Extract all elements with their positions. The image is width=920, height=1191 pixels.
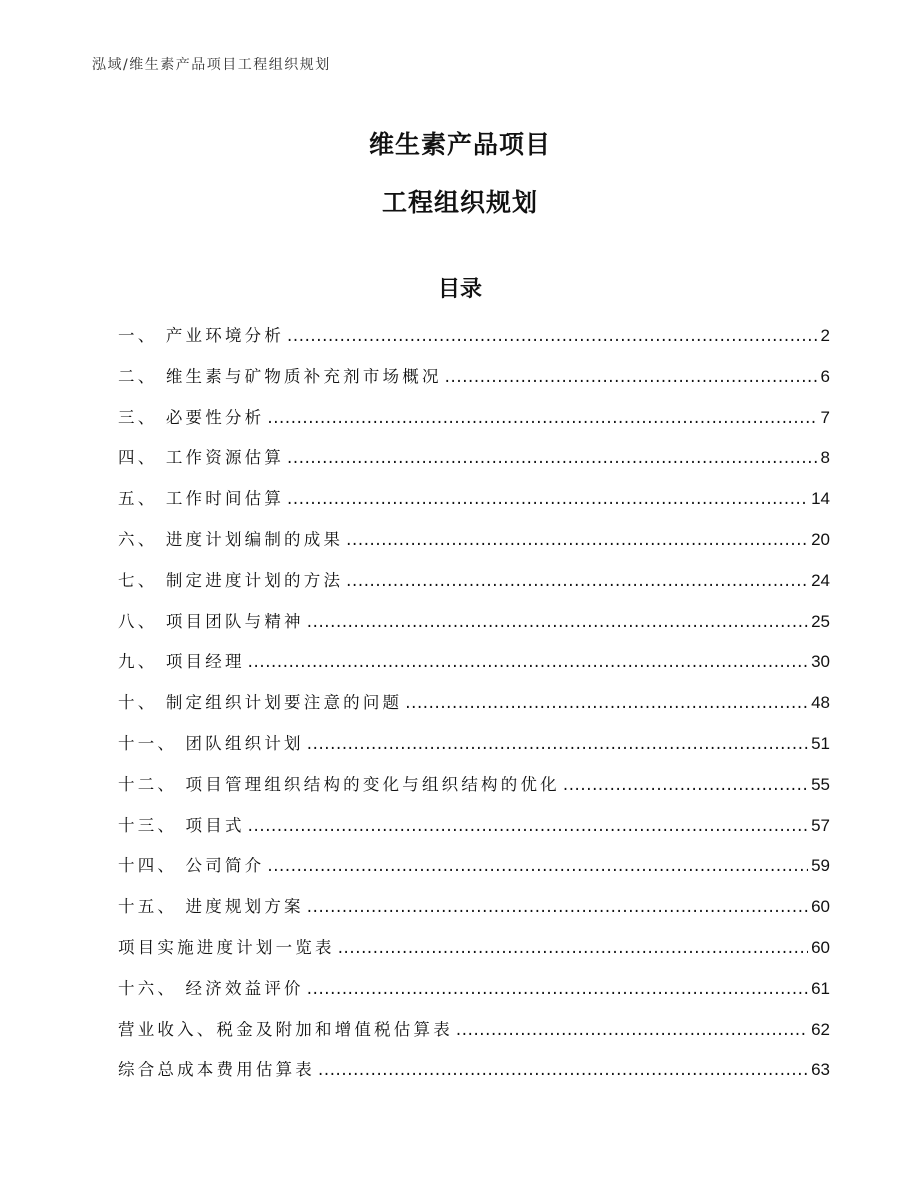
toc-entry[interactable] <box>118 1016 830 1057</box>
table-of-contents <box>118 322 830 1097</box>
toc-entry[interactable] <box>118 404 830 445</box>
toc-entry-page: 51 <box>811 733 830 753</box>
toc-entry-page: 61 <box>811 978 830 998</box>
dot-leader <box>405 693 808 712</box>
toc-entry[interactable] <box>118 485 830 526</box>
dot-leader <box>307 612 808 631</box>
toc-entry-page: 60 <box>811 897 830 917</box>
toc-entry-label: 营业收入、税金及附加和增值税估算表 <box>118 1019 453 1039</box>
document-title: 维生素产品项目 <box>368 130 551 159</box>
toc-entry-label: 五、 工作时间估算 <box>118 489 285 509</box>
dot-leader <box>307 979 808 998</box>
dot-leader <box>287 448 817 467</box>
toc-entry-label: 十、 制定组织计划要注意的问题 <box>118 693 403 713</box>
toc-entry-page: 25 <box>811 611 830 631</box>
toc-entry-label: 七、 制定进度计划的方法 <box>118 570 344 590</box>
toc-entry-label: 十一、 团队组织计划 <box>118 733 304 753</box>
toc-entry[interactable] <box>118 730 830 771</box>
dot-leader <box>248 816 808 835</box>
toc-entry-label: 四、 工作资源估算 <box>118 448 285 468</box>
toc-entry-page: 59 <box>811 856 830 876</box>
running-header: 泓域/维生素产品项目工程组织规划 <box>92 57 331 73</box>
dot-leader <box>445 367 818 386</box>
toc-entry[interactable] <box>118 363 830 404</box>
toc-entry[interactable] <box>118 526 830 567</box>
toc-entry[interactable] <box>118 934 830 975</box>
toc-entry-page: 6 <box>820 366 830 386</box>
dot-leader <box>307 897 808 916</box>
dot-leader <box>287 489 808 508</box>
toc-entry[interactable] <box>118 771 830 812</box>
toc-entry-page: 55 <box>811 774 830 794</box>
toc-entry-page: 63 <box>811 1060 830 1080</box>
toc-entry-label: 九、 项目经理 <box>118 652 245 672</box>
toc-entry-page: 14 <box>811 489 830 509</box>
dot-leader <box>346 571 808 590</box>
toc-entry-page: 30 <box>811 652 830 672</box>
toc-entry-label: 十三、 项目式 <box>118 815 245 835</box>
dot-leader <box>318 1060 808 1079</box>
toc-entry[interactable] <box>118 608 830 649</box>
dot-leader <box>307 734 808 753</box>
toc-entry-label: 十五、 进度规划方案 <box>118 897 304 917</box>
toc-entry-label: 六、 进度计划编制的成果 <box>118 529 344 549</box>
dot-leader <box>563 775 808 794</box>
toc-entry-page: 20 <box>811 529 830 549</box>
toc-entry-page: 60 <box>811 937 830 957</box>
toc-entry[interactable] <box>118 567 830 608</box>
toc-entry[interactable] <box>118 812 830 853</box>
toc-entry-label: 十四、 公司简介 <box>118 856 265 876</box>
toc-entry-page: 57 <box>811 815 830 835</box>
dot-leader <box>287 326 817 345</box>
toc-entry[interactable] <box>118 648 830 689</box>
toc-entry-page: 24 <box>811 570 830 590</box>
toc-entry-label: 十二、 项目管理组织结构的变化与组织结构的优化 <box>118 774 560 794</box>
toc-entry-page: 7 <box>820 407 830 427</box>
toc-entry[interactable] <box>118 322 830 363</box>
toc-entry[interactable] <box>118 893 830 934</box>
dot-leader <box>267 856 808 875</box>
toc-entry-page: 62 <box>811 1019 830 1039</box>
toc-heading: 目录 <box>437 277 482 302</box>
toc-entry[interactable] <box>118 444 830 485</box>
toc-entry-label: 三、 必要性分析 <box>118 407 265 427</box>
toc-entry-label: 八、 项目团队与精神 <box>118 611 304 631</box>
toc-entry-label: 一、 产业环境分析 <box>118 326 285 345</box>
toc-entry-label: 综合总成本费用估算表 <box>118 1060 315 1080</box>
toc-entry-page: 2 <box>820 326 830 345</box>
document-subtitle: 工程组织规划 <box>381 188 538 217</box>
toc-entry[interactable] <box>118 1056 830 1097</box>
dot-leader <box>456 1020 808 1039</box>
dot-leader <box>346 530 808 549</box>
dot-leader <box>248 652 808 671</box>
toc-entry[interactable] <box>118 689 830 730</box>
dot-leader <box>267 408 817 427</box>
toc-entry[interactable] <box>118 852 830 893</box>
toc-entry-page: 8 <box>820 448 830 468</box>
dot-leader <box>338 938 808 957</box>
toc-entry-label: 二、 维生素与矿物质补充剂市场概况 <box>118 366 442 386</box>
toc-entry-label: 十六、 经济效益评价 <box>118 978 304 998</box>
toc-entry-label: 项目实施进度计划一览表 <box>118 937 335 957</box>
toc-entry[interactable] <box>118 975 830 1016</box>
toc-entry-page: 48 <box>811 693 830 713</box>
